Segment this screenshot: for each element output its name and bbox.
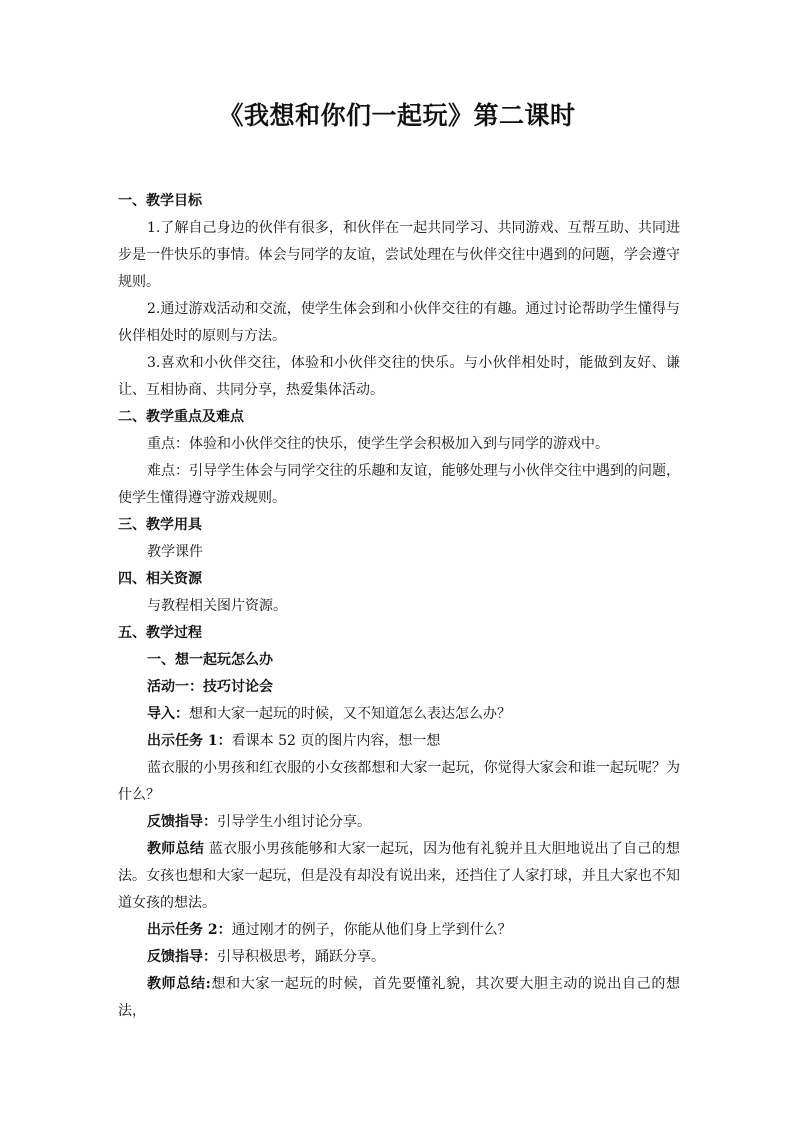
feedback-2-label: 反馈指导： — [147, 949, 217, 965]
difficult-point-text: 难点：引导学生体会与同学交往的乐趣和友谊，能够处理与小伙伴交往中遇到的问题，使学生懂得遵守游戏规则。 — [118, 463, 680, 506]
section-heading-teaching-tools: 三、教学用具 — [118, 517, 202, 533]
teacher-summary-1-label: 教师总结 — [147, 841, 205, 857]
document-body — [118, 188, 680, 1025]
teacher-summary-2-label: 教师总结: — [147, 976, 211, 992]
feedback-1-text: 引导学生小组讨论分享。 — [217, 814, 371, 830]
objective-3: 3.喜欢和小伙伴交往，体验和小伙伴交往的快乐。与小伙伴相处时，能做到友好、谦让、互相协商、共同分享，热爱集体活动。 — [118, 355, 680, 398]
section-heading-resources: 四、相关资源 — [118, 571, 202, 587]
activity-heading: 活动一：技巧讨论会 — [147, 679, 273, 695]
teaching-tools-text: 教学课件 — [147, 544, 203, 560]
task-1-text: 看课本 52 页的图片内容，想一想 — [231, 733, 441, 749]
feedback-2-text: 引导积极思考，踊跃分享。 — [217, 949, 385, 965]
page-title: 《我想和你们一起玩》第二课时 — [218, 101, 576, 130]
objective-2: 2.通过游戏活动和交流，使学生体会到和小伙伴交往的有趣。通过讨论帮助学生懂得与伙伴相处时的原则与方法。 — [118, 301, 680, 344]
task-2-paragraph — [118, 917, 680, 944]
process-subheading: 一、想一起玩怎么办 — [147, 652, 273, 668]
intro-label: 导入： — [147, 706, 189, 722]
section-heading-objectives: 一、教学目标 — [118, 193, 202, 209]
teacher-summary-1 — [118, 836, 680, 917]
feedback-1-label: 反馈指导： — [147, 814, 217, 830]
task-2-label: 出示任务 2： — [147, 922, 232, 938]
task-1-question: 蓝衣服的小男孩和红衣服的小女孩都想和大家一起玩，你觉得大家会和谁一起玩呢？为什么？ — [118, 760, 680, 803]
task-1-paragraph — [118, 728, 680, 755]
section-heading-process: 五、教学过程 — [118, 625, 202, 641]
feedback-2-paragraph — [118, 944, 680, 971]
teacher-summary-1-text: 蓝衣服小男孩能够和大家一起玩，因为他有礼貌并且大胆地说出了自己的想法。女孩也想和大家一起玩，但是没有却没有说出来，还挡住了人家打球，并且大家也不知道女孩的想法。 — [118, 841, 680, 911]
task-1-label: 出示任务 1： — [147, 733, 232, 749]
task-2-text: 通过刚才的例子，你能从他们身上学到什么？ — [231, 922, 512, 938]
section-heading-key-points: 二、教学重点及难点 — [118, 409, 244, 425]
objective-1: 1.了解自己身边的伙伴有很多，和伙伴在一起共同学习、共同游戏、互帮互助、共同进步是一件快乐的事情。体会与同学的友谊，尝试处理在与伙伴交往中遇到的问题，学会遵守规则。 — [118, 220, 680, 290]
resources-text: 与教程相关图片资源。 — [147, 598, 287, 614]
intro-text: 想和大家一起玩的时候，又不知道怎么表达怎么办？ — [189, 706, 511, 722]
teacher-summary-2 — [118, 971, 680, 1025]
key-point-text: 重点：体验和小伙伴交往的快乐，使学生学会积极加入到与同学的游戏中。 — [147, 436, 609, 452]
feedback-1-paragraph — [118, 809, 680, 836]
teacher-summary-2-text: 想和大家一起玩的时候，首先要懂礼貌，其次要大胆主动的说出自己的想法， — [118, 976, 681, 1019]
intro-paragraph — [118, 701, 680, 728]
